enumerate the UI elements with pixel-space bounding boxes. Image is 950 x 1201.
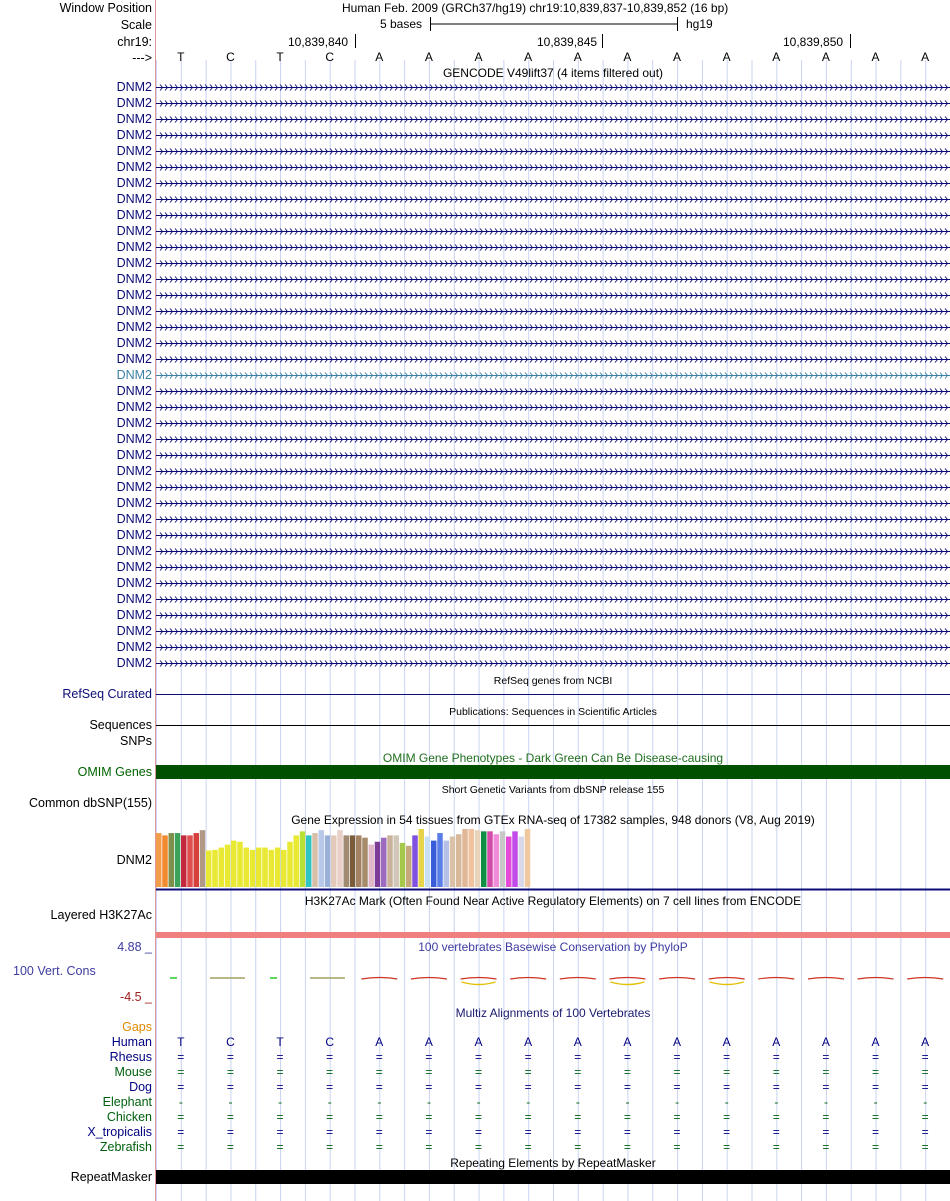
multiz-base-symbol: A xyxy=(375,1035,384,1049)
multiz-species-label: Dog xyxy=(129,1080,152,1094)
multiz-base-symbol: T xyxy=(177,1035,185,1049)
multiz-base-symbol: - xyxy=(377,1095,382,1109)
multiz-base-symbol: = xyxy=(326,1080,334,1094)
multiz-base-symbol: = xyxy=(872,1050,880,1064)
multiz-base-symbol: = xyxy=(723,1110,731,1124)
omim-track-title[interactable]: OMIM Gene Phenotypes - Dark Green Can Be Disease-causing xyxy=(382,751,724,765)
multiz-base-symbol: = xyxy=(375,1125,383,1139)
gencode-transcript-label[interactable]: DNM2 xyxy=(116,416,152,430)
gtex-track-label[interactable]: DNM2 xyxy=(116,853,152,867)
multiz-base-symbol: C xyxy=(325,1035,335,1049)
multiz-base-symbol: = xyxy=(375,1080,383,1094)
multiz-base-symbol: = xyxy=(574,1065,582,1079)
phylop-max-label: 4.88 _ xyxy=(117,940,152,954)
gencode-transcript-label[interactable]: DNM2 xyxy=(116,176,152,190)
multiz-base-symbol: - xyxy=(327,1095,332,1109)
base-letter: A xyxy=(772,50,781,64)
multiz-base-symbol: A xyxy=(871,1035,880,1049)
multiz-base-symbol: - xyxy=(426,1095,431,1109)
multiz-base-symbol: - xyxy=(923,1095,928,1109)
multiz-base-symbol: - xyxy=(774,1095,779,1109)
multiz-base-symbol: - xyxy=(724,1095,729,1109)
multiz-base-symbol: = xyxy=(177,1080,185,1094)
omim-track-label[interactable]: OMIM Genes xyxy=(77,765,152,779)
multiz-species-label: Human xyxy=(111,1035,152,1049)
multiz-base-symbol: T xyxy=(276,1035,284,1049)
multiz-base-symbol: = xyxy=(226,1140,234,1154)
gencode-transcript-label[interactable]: DNM2 xyxy=(116,320,152,334)
multiz-base-symbol: = xyxy=(921,1050,929,1064)
gencode-transcript-label[interactable]: DNM2 xyxy=(116,128,152,142)
multiz-base-symbol: = xyxy=(226,1110,234,1124)
dbsnp-track-title[interactable]: Short Genetic Variants from dbSNP release 155 xyxy=(441,784,665,796)
publications-track-title[interactable]: Publications: Sequences in Scientific Articles xyxy=(449,706,657,718)
multiz-base-symbol: A xyxy=(921,1035,930,1049)
window-position-label: Window Position xyxy=(59,1,152,15)
base-letter: C xyxy=(226,50,235,64)
multiz-species-label: X_tropicalis xyxy=(87,1125,152,1139)
multiz-base-symbol: = xyxy=(872,1125,880,1139)
multiz-base-symbol: = xyxy=(723,1065,731,1079)
base-letter: T xyxy=(276,50,284,64)
multiz-base-symbol: - xyxy=(625,1095,630,1109)
multiz-base-symbol: = xyxy=(574,1110,582,1124)
multiz-base-symbol: = xyxy=(524,1110,532,1124)
multiz-base-symbol: = xyxy=(574,1050,582,1064)
multiz-base-symbol: - xyxy=(526,1095,531,1109)
gencode-track-title[interactable]: GENCODE V49lift37 (4 items filtered out) xyxy=(442,66,664,80)
multiz-base-symbol: = xyxy=(872,1110,880,1124)
multiz-base-symbol: = xyxy=(326,1140,334,1154)
multiz-base-symbol: A xyxy=(722,1035,731,1049)
multiz-base-symbol: = xyxy=(276,1050,284,1064)
base-letter: A xyxy=(921,50,930,64)
multiz-base-symbol: - xyxy=(228,1095,233,1109)
gencode-transcript-label[interactable]: DNM2 xyxy=(116,400,152,414)
multiz-base-symbol: = xyxy=(276,1065,284,1079)
base-letter: C xyxy=(325,50,335,64)
gencode-transcript-label[interactable]: DNM2 xyxy=(116,544,152,558)
gencode-transcript-label[interactable]: DNM2 xyxy=(116,160,152,174)
multiz-base-symbol: = xyxy=(177,1110,185,1124)
base-letter: A xyxy=(623,50,632,64)
multiz-species-label: Elephant xyxy=(102,1095,152,1109)
gencode-transcript-label[interactable]: DNM2 xyxy=(116,432,152,446)
gencode-transcript-label[interactable]: DNM2 xyxy=(116,304,152,318)
multiz-track-title[interactable]: Multiz Alignments of 100 Vertebrates xyxy=(455,1006,651,1020)
multiz-base-symbol: = xyxy=(524,1140,532,1154)
multiz-base-symbol: = xyxy=(276,1080,284,1094)
multiz-base-symbol: = xyxy=(921,1125,929,1139)
multiz-base-symbol: = xyxy=(475,1110,483,1124)
multiz-base-symbol: = xyxy=(326,1125,334,1139)
multiz-base-symbol: = xyxy=(177,1125,185,1139)
multiz-base-symbol: = xyxy=(375,1110,383,1124)
multiz-base-symbol: = xyxy=(673,1110,681,1124)
multiz-base-symbol: = xyxy=(524,1065,532,1079)
gencode-transcript-label[interactable]: DNM2 xyxy=(116,624,152,638)
dbsnp-track-label[interactable]: Common dbSNP(155) xyxy=(29,796,152,810)
gencode-transcript-label[interactable]: DNM2 xyxy=(116,240,152,254)
multiz-base-symbol: = xyxy=(425,1140,433,1154)
gencode-transcript-label[interactable]: DNM2 xyxy=(116,336,152,350)
multiz-base-symbol: = xyxy=(772,1110,780,1124)
multiz-base-symbol: = xyxy=(772,1140,780,1154)
multiz-base-symbol: - xyxy=(823,1095,828,1109)
multiz-base-symbol: = xyxy=(177,1140,185,1154)
multiz-base-symbol: = xyxy=(723,1125,731,1139)
multiz-base-symbol: = xyxy=(375,1065,383,1079)
multiz-base-symbol: = xyxy=(574,1140,582,1154)
multiz-base-symbol: = xyxy=(673,1065,681,1079)
base-letter: T xyxy=(177,50,185,64)
multiz-base-symbol: = xyxy=(822,1125,830,1139)
gencode-transcript-label[interactable]: DNM2 xyxy=(116,192,152,206)
multiz-base-symbol: = xyxy=(623,1080,631,1094)
multiz-base-symbol: - xyxy=(278,1095,283,1109)
multiz-base-symbol: A xyxy=(573,1035,582,1049)
strand-label: ---> xyxy=(132,51,152,65)
multiz-base-symbol: A xyxy=(474,1035,483,1049)
multiz-base-symbol: = xyxy=(772,1080,780,1094)
gencode-transcript-label[interactable]: DNM2 xyxy=(116,368,152,382)
h3k27ac-track-title[interactable]: H3K27Ac Mark (Often Found Near Active Regulatory Elements) on 7 cell lines from ENCODE xyxy=(304,894,802,908)
multiz-base-symbol: = xyxy=(673,1080,681,1094)
gtex-track-title[interactable]: Gene Expression in 54 tissues from GTEx RNA-seq of 17382 samples, 948 donors (V8, Aug 2019) xyxy=(291,813,815,827)
multiz-base-symbol: = xyxy=(475,1080,483,1094)
position-tick-2: 10,839,845 xyxy=(537,35,598,49)
multiz-base-symbol: = xyxy=(723,1050,731,1064)
multiz-base-symbol: = xyxy=(425,1125,433,1139)
multiz-base-symbol: = xyxy=(276,1110,284,1124)
repeatmasker-track-title[interactable]: Repeating Elements by RepeatMasker xyxy=(450,1156,656,1170)
multiz-base-symbol: = xyxy=(375,1140,383,1154)
base-letter: A xyxy=(871,50,880,64)
multiz-base-symbol: = xyxy=(425,1110,433,1124)
multiz-base-symbol: = xyxy=(872,1140,880,1154)
multiz-base-symbol: = xyxy=(921,1080,929,1094)
multiz-gaps-label: Gaps xyxy=(122,1020,152,1034)
gencode-transcript-label[interactable]: DNM2 xyxy=(116,272,152,286)
base-letter: A xyxy=(474,50,483,64)
multiz-base-symbol: = xyxy=(623,1050,631,1064)
multiz-base-symbol: = xyxy=(921,1140,929,1154)
multiz-base-symbol: A xyxy=(424,1035,433,1049)
multiz-base-symbol: = xyxy=(524,1125,532,1139)
phylop-min-label: -4.5 _ xyxy=(120,990,152,1004)
multiz-base-symbol: - xyxy=(575,1095,580,1109)
multiz-base-symbol: = xyxy=(921,1110,929,1124)
gencode-transcript-label[interactable]: DNM2 xyxy=(116,112,152,126)
multiz-base-symbol: = xyxy=(177,1050,185,1064)
multiz-base-symbol: = xyxy=(822,1050,830,1064)
position-tick-3: 10,839,850 xyxy=(783,35,844,49)
gencode-transcript-label[interactable]: DNM2 xyxy=(116,80,152,94)
multiz-base-symbol: = xyxy=(326,1050,334,1064)
multiz-base-symbol: = xyxy=(177,1065,185,1079)
multiz-base-symbol: = xyxy=(772,1050,780,1064)
multiz-base-symbol: = xyxy=(673,1140,681,1154)
multiz-base-symbol: - xyxy=(476,1095,481,1109)
base-letter: A xyxy=(375,50,384,64)
phylop-track-title[interactable]: 100 vertebrates Basewise Conservation by PhyloP xyxy=(418,940,688,954)
gencode-transcript-label[interactable]: DNM2 xyxy=(116,512,152,526)
multiz-base-symbol: = xyxy=(226,1125,234,1139)
gencode-transcript-label[interactable]: DNM2 xyxy=(116,96,152,110)
multiz-base-symbol: = xyxy=(524,1080,532,1094)
multiz-base-symbol: - xyxy=(873,1095,878,1109)
multiz-base-symbol: A xyxy=(623,1035,632,1049)
multiz-species-label: Zebrafish xyxy=(99,1140,152,1154)
multiz-base-symbol: = xyxy=(425,1050,433,1064)
multiz-base-symbol: = xyxy=(623,1140,631,1154)
gencode-transcript-label[interactable]: DNM2 xyxy=(116,208,152,222)
multiz-base-symbol: A xyxy=(524,1035,533,1049)
publications-track-label[interactable]: Sequences xyxy=(89,718,152,732)
multiz-base-symbol: = xyxy=(326,1110,334,1124)
base-letter: A xyxy=(524,50,533,64)
multiz-base-symbol: = xyxy=(822,1110,830,1124)
multiz-species-label: Mouse xyxy=(114,1065,152,1079)
base-letter: A xyxy=(424,50,433,64)
repeatmasker-track-label[interactable]: RepeatMasker xyxy=(70,1170,152,1184)
multiz-base-symbol: = xyxy=(822,1080,830,1094)
multiz-base-symbol: = xyxy=(276,1140,284,1154)
multiz-base-symbol: = xyxy=(921,1065,929,1079)
multiz-base-symbol: = xyxy=(822,1140,830,1154)
gencode-transcript-label[interactable]: DNM2 xyxy=(116,256,152,270)
multiz-base-symbol: = xyxy=(772,1125,780,1139)
multiz-base-symbol: = xyxy=(574,1125,582,1139)
multiz-base-symbol: A xyxy=(772,1035,781,1049)
multiz-base-symbol: = xyxy=(723,1140,731,1154)
gencode-transcript-label[interactable]: DNM2 xyxy=(116,560,152,574)
gencode-transcript-label[interactable]: DNM2 xyxy=(116,464,152,478)
gencode-transcript-label[interactable]: DNM2 xyxy=(116,496,152,510)
multiz-base-symbol: = xyxy=(673,1050,681,1064)
gencode-transcript-label[interactable]: DNM2 xyxy=(116,224,152,238)
scale-label: Scale xyxy=(120,18,152,32)
multiz-base-symbol: = xyxy=(475,1050,483,1064)
multiz-base-symbol: = xyxy=(475,1065,483,1079)
gencode-transcript-label[interactable]: DNM2 xyxy=(116,144,152,158)
position-tick-1: 10,839,840 xyxy=(288,35,349,49)
multiz-base-symbol: = xyxy=(326,1065,334,1079)
multiz-base-symbol: = xyxy=(623,1110,631,1124)
multiz-base-symbol: = xyxy=(872,1065,880,1079)
multiz-base-symbol: = xyxy=(723,1080,731,1094)
multiz-base-symbol: - xyxy=(675,1095,680,1109)
base-letter: A xyxy=(673,50,682,64)
gencode-transcript-label[interactable]: DNM2 xyxy=(116,480,152,494)
multiz-base-symbol: = xyxy=(673,1125,681,1139)
multiz-base-symbol: = xyxy=(574,1080,582,1094)
base-letter: A xyxy=(722,50,731,64)
gencode-transcript-label[interactable]: DNM2 xyxy=(116,656,152,670)
refseq-track-title[interactable]: RefSeq genes from NCBI xyxy=(493,675,613,687)
scale-bar-text: 5 bases xyxy=(380,17,423,31)
gencode-transcript-label[interactable]: DNM2 xyxy=(116,592,152,606)
multiz-base-symbol: = xyxy=(822,1065,830,1079)
gencode-transcript-label[interactable]: DNM2 xyxy=(116,288,152,302)
base-letter: A xyxy=(821,50,830,64)
refseq-track-label[interactable]: RefSeq Curated xyxy=(62,687,152,701)
gencode-transcript-label[interactable]: DNM2 xyxy=(116,608,152,622)
multiz-base-symbol: = xyxy=(475,1125,483,1139)
gencode-transcript-label[interactable]: DNM2 xyxy=(116,448,152,462)
multiz-species-label: Chicken xyxy=(106,1110,152,1124)
multiz-base-symbol: = xyxy=(276,1125,284,1139)
multiz-base-symbol: A xyxy=(673,1035,682,1049)
chrom-label: chr19: xyxy=(117,35,152,49)
multiz-base-symbol: = xyxy=(375,1050,383,1064)
gencode-transcript-label[interactable]: DNM2 xyxy=(116,576,152,590)
multiz-base-symbol: = xyxy=(872,1080,880,1094)
multiz-base-symbol: = xyxy=(226,1050,234,1064)
multiz-base-symbol: - xyxy=(178,1095,183,1109)
gencode-transcript-label[interactable]: DNM2 xyxy=(116,352,152,366)
snps-label: SNPs xyxy=(120,734,152,748)
multiz-base-symbol: = xyxy=(623,1125,631,1139)
h3k27ac-track-label[interactable]: Layered H3K27Ac xyxy=(50,908,152,922)
multiz-base-symbol: = xyxy=(623,1065,631,1079)
gencode-transcript-label[interactable]: DNM2 xyxy=(116,384,152,398)
multiz-species-label: Rhesus xyxy=(109,1050,152,1064)
multiz-base-symbol: = xyxy=(524,1050,532,1064)
multiz-base-symbol: = xyxy=(226,1065,234,1079)
phylop-track-label[interactable]: 100 Vert. Cons xyxy=(13,964,96,978)
base-letter: A xyxy=(573,50,582,64)
gencode-transcript-label[interactable]: DNM2 xyxy=(116,528,152,542)
genome-position-title: Human Feb. 2009 (GRCh37/hg19) chr19:10,839,837-10,839,852 (16 bp) xyxy=(342,1,729,15)
multiz-base-symbol: = xyxy=(226,1080,234,1094)
multiz-base-symbol: = xyxy=(475,1140,483,1154)
multiz-base-symbol: = xyxy=(425,1080,433,1094)
multiz-base-symbol: A xyxy=(821,1035,830,1049)
assembly-label: hg19 xyxy=(686,17,713,31)
multiz-base-symbol: = xyxy=(425,1065,433,1079)
multiz-base-symbol: = xyxy=(772,1065,780,1079)
gencode-transcript-label[interactable]: DNM2 xyxy=(116,640,152,654)
multiz-base-symbol: C xyxy=(226,1035,235,1049)
